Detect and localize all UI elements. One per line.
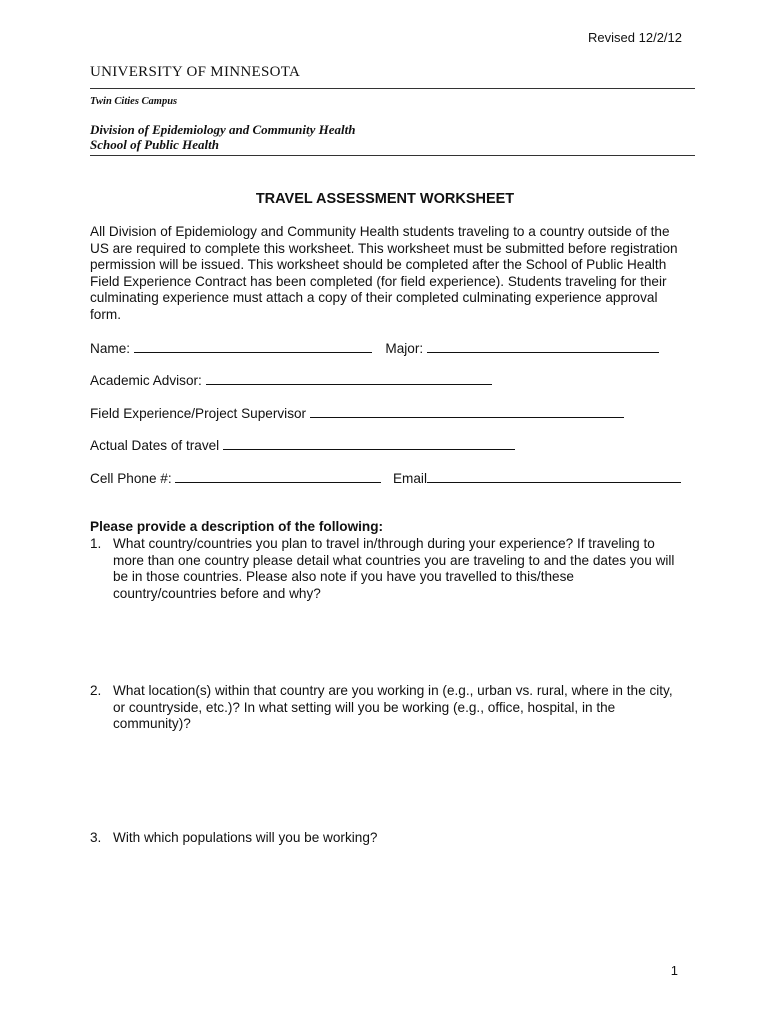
cell-label: Cell Phone #: (90, 471, 172, 486)
question-number: 1. (90, 536, 102, 551)
question-number: 2. (90, 683, 102, 698)
supervisor-label: Field Experience/Project Supervisor (90, 406, 307, 421)
question-text: What location(s) within that country are you working in (e.g., urban vs. rural, where in the city, or countryside, etc.)? In what setting will you be working (e.g., office, hospital, in the community)? (113, 683, 673, 732)
advisor-input[interactable] (206, 372, 492, 385)
question-2 (90, 683, 680, 733)
question-3 (90, 830, 680, 847)
division-name: Division of Epidemiology and Community Health (90, 122, 356, 137)
question-text: With which populations will you be working? (113, 830, 378, 845)
question-text: What country/countries you plan to travel in/through during your experience? If traveling to more than one country please detail what countries you are traveling to and the dates you will be in those countries. Please also note if you have you travelled to this/these country/countries before and why? (113, 536, 675, 601)
email-label: Email (392, 471, 427, 486)
page-number: 1 (670, 963, 678, 978)
name-row (90, 340, 659, 356)
university-name (90, 64, 300, 81)
page-title: TRAVEL ASSESSMENT WORKSHEET (255, 191, 515, 207)
email-input[interactable] (427, 470, 681, 483)
questions-heading: Please provide a description of the following: (90, 519, 384, 534)
question-number: 3. (90, 830, 102, 845)
dates-row (90, 437, 515, 453)
supervisor-input[interactable] (310, 405, 624, 418)
advisor-label: Academic Advisor: (90, 373, 202, 388)
campus-name: Twin Cities Campus (90, 96, 178, 107)
major-label: Major: (385, 341, 424, 356)
header-rule (90, 88, 695, 89)
intro-paragraph: All Division of Epidemiology and Community Health students traveling to a country outside of the US are required to complete this worksheet. This worksheet must be submitted before registration permission will be issued. This worksheet should be completed after the School of Public Health Field Experience Contract has been completed (for field experience). Students traveling for their culminating experience must attach a copy of their completed culminating experience approval form. (90, 224, 678, 322)
school-name: School of Public Health (90, 137, 219, 152)
supervisor-row (90, 405, 624, 421)
name-input[interactable] (134, 340, 372, 353)
division-block (90, 122, 355, 152)
major-input[interactable] (427, 340, 659, 353)
question-1 (90, 536, 680, 602)
name-label: Name: (90, 341, 131, 356)
division-rule (90, 155, 695, 156)
university-name-text: UNIVERSITY OF MINNESOTA (90, 64, 301, 80)
dates-input[interactable] (223, 437, 515, 450)
cell-input[interactable] (175, 470, 381, 483)
dates-label: Actual Dates of travel (90, 438, 220, 453)
contact-row (90, 470, 681, 486)
advisor-row (90, 372, 492, 388)
revision-date: Revised 12/2/12 (588, 30, 682, 45)
